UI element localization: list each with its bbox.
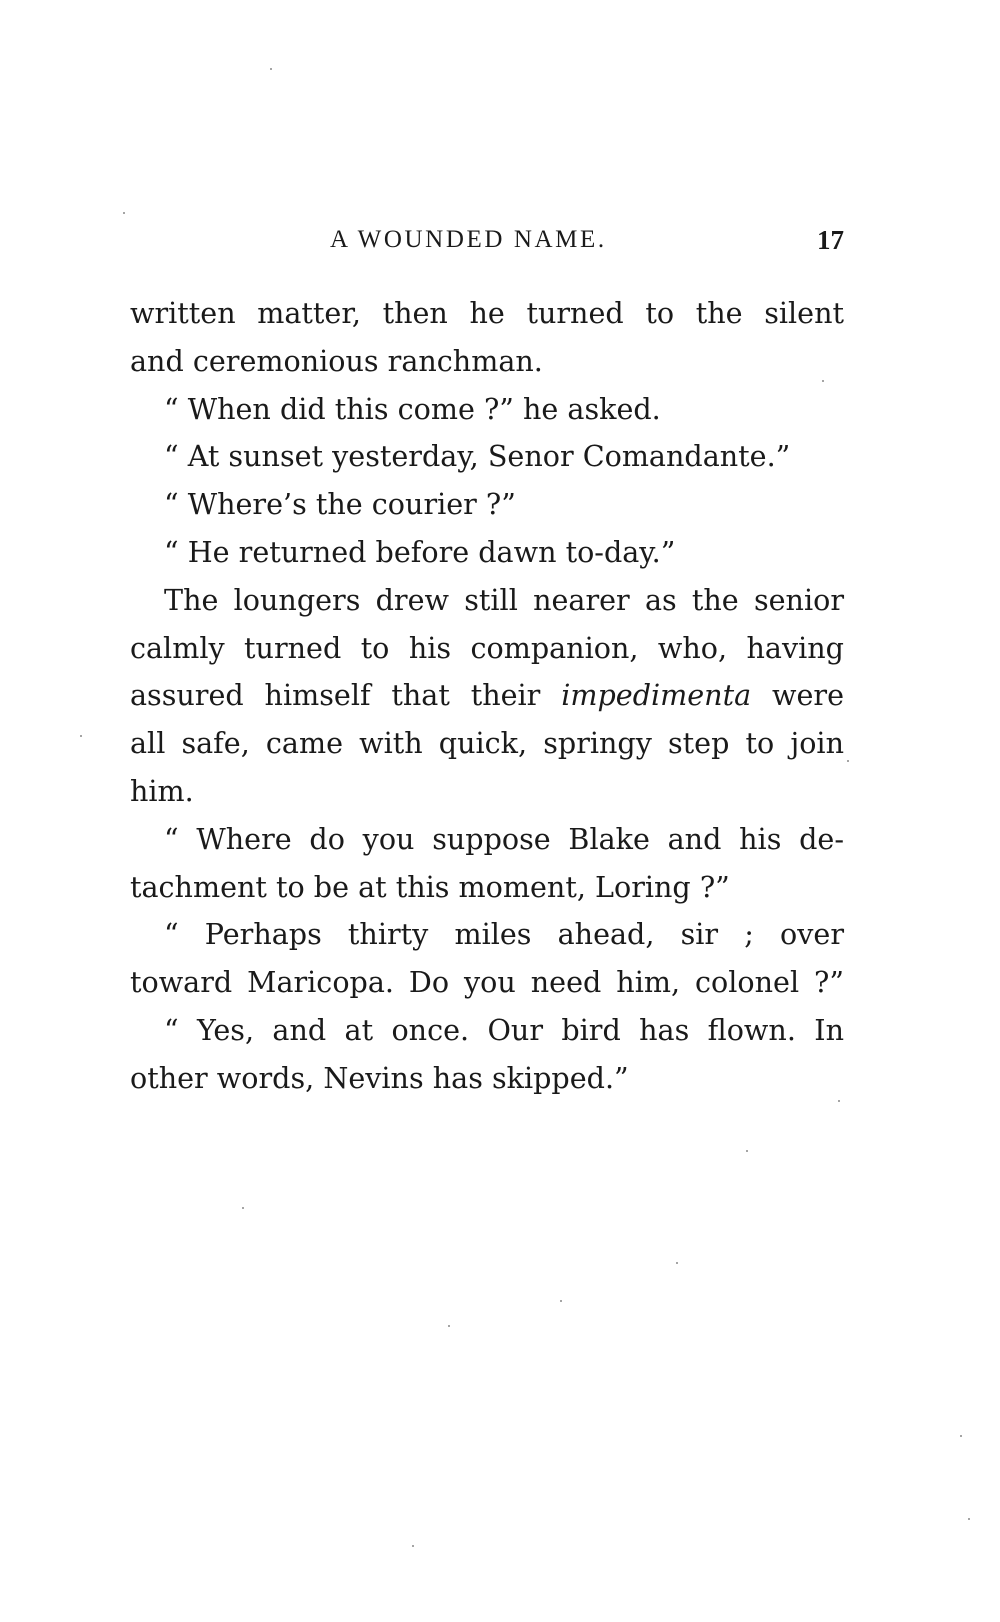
text-segment: assured himself that their — [130, 678, 541, 713]
paper-speck — [847, 760, 849, 762]
text-line: him. — [130, 773, 194, 808]
text-line: calmly turned to his companion, who, having — [130, 630, 844, 665]
text-line: toward Maricopa. Do you need him, colonel ?” — [130, 965, 844, 1000]
text-line: all safe, came with quick, springy step to join — [130, 726, 844, 761]
paper-speck — [80, 735, 82, 737]
text-line: other words, Nevins has skipped.” — [130, 1060, 629, 1095]
page-header — [130, 222, 844, 258]
text-line-with-italic — [130, 672, 844, 720]
text-line: “ Where’s the courier ?” — [164, 487, 516, 522]
paper-speck — [822, 380, 824, 382]
text-line: “ Yes, and at once. Our bird has flown. In — [164, 1012, 844, 1047]
paper-speck — [968, 1518, 970, 1520]
text-line: “ Perhaps thirty miles ahead, sir ; over — [164, 917, 844, 952]
page-number: 17 — [817, 225, 844, 255]
paper-speck — [838, 1100, 840, 1102]
paper-speck — [746, 1150, 748, 1152]
paper-speck — [960, 1435, 962, 1437]
text-segment: were — [772, 678, 844, 713]
text-line: “ Where do you suppose Blake and his de- — [164, 821, 844, 856]
text-line: The loungers drew still nearer as the senior — [164, 582, 844, 617]
body-text — [130, 290, 844, 1103]
text-line: written matter, then he turned to the silent — [130, 296, 844, 330]
text-line: “ At sunset yesterday, Senor Comandante.” — [164, 439, 791, 474]
paper-speck — [448, 1325, 450, 1327]
text-line: tachment to be at this moment, Loring ?” — [130, 869, 730, 904]
text-line: “ He returned before dawn to-day.” — [164, 534, 676, 569]
paper-speck — [676, 1262, 678, 1264]
text-line: and ceremonious ranchman. — [130, 343, 543, 378]
paper-speck — [242, 1207, 244, 1209]
running-head: A WOUNDED NAME. — [330, 226, 607, 253]
paper-speck — [270, 68, 272, 70]
italic-word: impedimenta — [561, 678, 752, 713]
text-line: “ When did this come ?” he asked. — [164, 391, 661, 426]
paper-speck — [123, 212, 125, 214]
paper-speck — [560, 1300, 562, 1302]
paper-speck — [412, 1545, 414, 1547]
